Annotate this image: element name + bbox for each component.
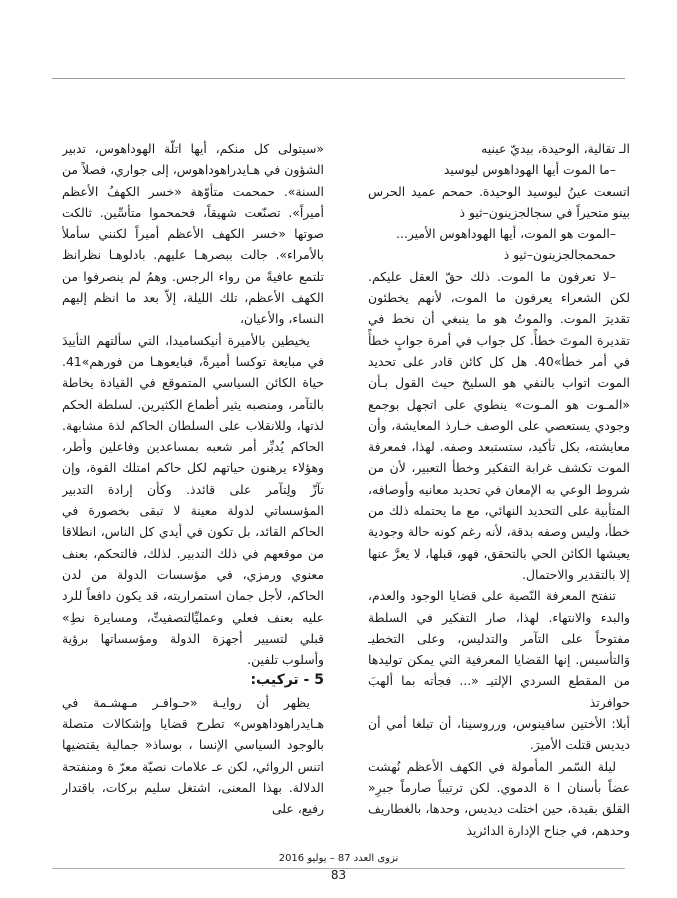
paragraph: حمحمجالجزينون–ثيو ذ [503, 247, 616, 263]
paragraph: الـ تقالية، الوحيدة، بيديّ عينيه [481, 141, 630, 156]
paragraph: ليلة السّمر المأمولة في الكهف الأعظم نُهشت عضاً بأسنان ا ة الدموي. لكن ترتيباً صارماً جبرِ« القلق بقيدة، حين اختلت ديديس، وحدها، بالغطاريف وحدهم، في جناح الإدارة الدائريذ [368, 758, 630, 838]
right-text-column [368, 138, 630, 850]
top-rule [52, 78, 625, 79]
paragraph: تنفتح المعرفة النّصية على قضايا الوجود والعدم، والبدء والانتهاء. لهذا، صار التفكير في السلطة مفتوحاً على التآمر والتدليس، وعلى التخطيـ وَالتأسيس. إنها القضايا المعرفية التي يمكن توليدها من المقطع السردي الإلتيـ «... فجأته بما ألهبَ حوافرتذ [368, 588, 630, 710]
paragraph: «سيتولى كل منكم، أيها اتلّة الهوداهوس، تدبير الشؤون في هـايدراهوداهوس، إلى جواري، فصلاً من السنة». حمحمت متأوّهة «خسر الكهفُ الأعظم أميراً». تصنّعت شهيقاً، فحمحموا متأسِّين. ثالكت صوتها «خسر الكهف الأعظم أميراً لكنني سأملأ بالأمراء». جالت ببصرهـا عليهم. بادلوهـا نظرانظ تلتمع عافيةً من رواء الرجس. وهمُ لم ينصرفوا من الكهف الأعظم، تلك الليلة، إلاّ بعد ما انظم إليهم النساء، والأعيان، [62, 141, 324, 327]
paragraph: أبلا: الأختين سافينوس، ورروسينا، أن تبلغا أمي أن ديديس قتلت الأميرَ. [368, 716, 630, 753]
paragraph: –ما الموت أيها الهوداهوس ليوسيد [443, 162, 616, 178]
paragraph: –الموت هو الموت، أيها الهوداهوس الأمير... [396, 226, 616, 242]
paragraph: يخيطين بالأميرة أنيكساميدا، التي سألتهم التأييدَ في مبايعة توكسا أميرةً، فبايعوهـا من فورهم»41. حياة الكائن السياسي المتموقع في القيادة يخاطة بالتآمر، ومنصبه يثير أطماع الكثيرين. لسلطة الحكم لذتها، وللانقلاب على السلطان الحاكم لذة مشابهة. الحاكم يُدبِّر أمر شعبه بمساعدين وفاعلين وأطر، وهؤلاء يرهنون حياتهم لكل حاكم امتلك القوة، وإن تآزّ ولِتآمر على قائدذ. وكأن إرادة التدبير المؤسساتي لدولة معينة لا تبقى بخصورة في الحاكم القائد، بل تكون في أيدي كل الناس، انطلاقا من موقعهم في ذلك التدبير. لذلك، فالتحكم، بعنف معنوي ورمزي، في مؤسسات الدولة من لدن الحاكم، لأجل جمان استمراريته، قد يكون دافعاً للرد عليه بعنف فعلي وعمليِّالتصفيتِّ، ومسايرة نطِ» قبلي لتسيير أجهزة الدولة ومؤسساتها برؤية وأسلوب تلفين. [62, 332, 324, 668]
footer-issue: نزوى العدد 87 – يوليو 2016 [278, 853, 399, 864]
paragraph: –لا تعرفون ما الموت. ذلك حقّ العقل عليكم. لكن الشعراء يعرفون ما الموت، لأنهم يخطئون تقديرَ الموت. والموتُ هو ما ينبغي أن نخط في تقديرة الموتَ خطأً. كل جواب في أمرة جوابٍ خطأً في أمر خطأ»40. هل كل كائن قادر على تحديد الموت اتواب بالنفي هو السليخ حيث القول بـأن «المـوت هو المـوت» ينطوي على اتجهل بوجمع وجودي يستعصي على الوصف خـارذ المعايشة، وأن معايشته، بكل تأكيد، ستستبعد وصفه. لهذا، فمعرفة الموت تكشف غرابة التفكير وخطأ التعبير، لأن من شروط الوعي به الإمعان في تحديد معانيه وأوصافه، المتأبية على التحديد النهائي، مع ما يحتمله ذلك من خطأ، وليس وصفه بدقة، لأنه رغم كونه حالة وجودية يعيشها الكائن الحي بالتحقق، فهو، قبلها، لا يعرَّ عنها إلا بالتقدير والاحتمال. [368, 268, 630, 582]
paragraph: اتسعت عينُ ليوسيد الوحيدة. حمحم عميد الحرس بينو متحيراً في سجالجزينون–ثيو ذ [368, 183, 630, 220]
section-heading: 5 - تركيب: [250, 672, 324, 689]
paragraph: يظهر أن روايـة «حـوافـر مـهشـمة في هـايدراهوداهوس» تطرح قضايا وإشكالات متصلة بالوجود السياسي الإنسا ، بوساذ« جمالية يقتضيها اتنس الروائي، لكن عـ علامات نصيّة معرّ ة ومنفتحة الدلالة. بهذا المعنى، اشتغل سليم بركات، باقتدار رفيع، على [62, 694, 324, 817]
left-text-column [62, 138, 324, 850]
page-number: 83 [330, 868, 347, 882]
